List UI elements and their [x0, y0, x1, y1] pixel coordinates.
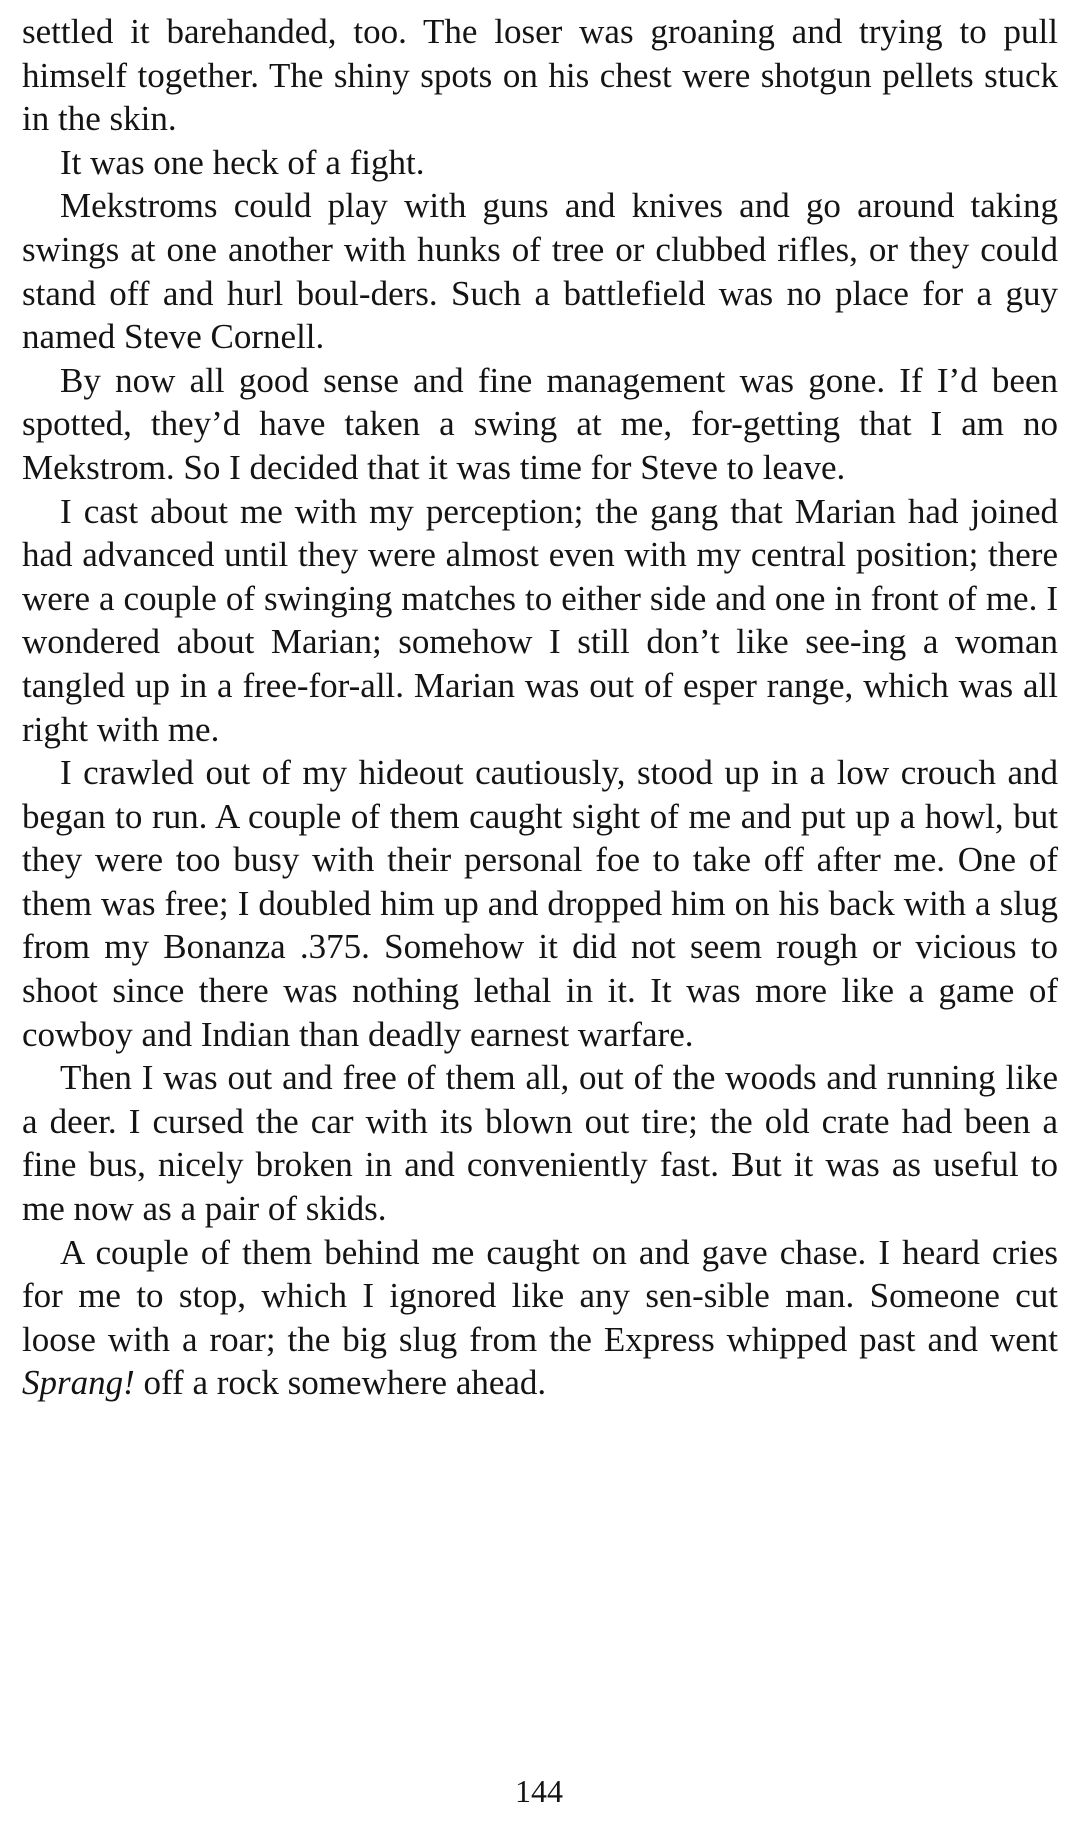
paragraph-text-before-italic: A couple of them behind me caught on and gave chase. I heard cries for me to stop, which I ignored like any sen-sible man. Someone cut loose with a roar; the big slug from the Express whipped past and went: [22, 1232, 1058, 1359]
paragraph: I crawled out of my hideout cautiously, stood up in a low crouch and began to run. A couple of them caught sight of me and put up a howl, but they were too busy with their personal foe to take off after me. One of them was free; I doubled him up and dropped him on his back with a slug from my Bonanza .375. Somehow it did not seem rough or vicious to shoot since there was nothing lethal in it. It was more like a game of cowboy and Indian than deadly earnest warfare.: [22, 753, 1058, 1054]
paragraph-last: [22, 1231, 1058, 1405]
paragraph-text-after-italic: off a rock somewhere ahead.: [134, 1363, 547, 1403]
page-number: 144: [515, 1773, 563, 1809]
body-text: [22, 10, 1058, 1405]
paragraph: Mekstroms could play with guns and knives and go around taking swings at one another with hunks of tree or clubbed rifles, or they could stand off and hurl boul-ders. Such a battlefield was no place for a guy named Steve Cornell.: [22, 186, 1058, 357]
paragraph: By now all good sense and fine management was gone. If I’d been spotted, they’d have taken a swing at me, for-getting that I am no Mekstrom. So I decided that it was time for Steve to leave.: [22, 360, 1058, 487]
paragraph: I cast about me with my perception; the gang that Marian had joined had advanced until they were almost even with my central position; there were a couple of swinging matches to either side and one in front of me. I wondered about Marian; somehow I still don’t like see-ing a woman tangled up in a free-for-all. Marian was out of esper range, which was all right with me.: [22, 491, 1058, 749]
italic-sound-word: Sprang!: [22, 1363, 135, 1403]
paragraph: Then I was out and free of them all, out of the woods and running like a deer. I cursed the car with its blown out tire; the old crate had been a fine bus, nicely broken in and conveniently fast. But it was as useful to me now as a pair of skids.: [22, 1058, 1058, 1229]
paragraph: It was one heck of a fight.: [60, 142, 425, 182]
paragraph-continued: settled it barehanded, too. The loser was groaning and trying to pull himself together. The shiny spots on his chest were shotgun pellets stuck in the skin.: [22, 12, 1058, 139]
